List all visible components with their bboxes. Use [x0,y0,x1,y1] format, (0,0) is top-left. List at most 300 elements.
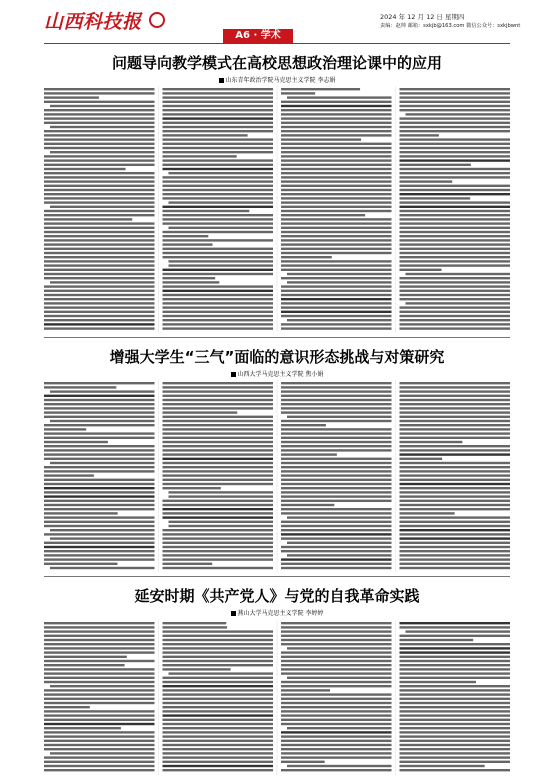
body-text-line [281,252,392,254]
body-text-line [281,525,392,527]
body-text-line [163,428,274,430]
body-text-line [163,311,274,313]
body-text-line [163,323,274,325]
body-text-line [44,294,155,296]
body-text-line [400,491,511,493]
body-text-line [163,504,274,506]
body-text-line [44,504,155,506]
body-text-line [163,727,274,729]
body-text-line [163,214,274,216]
body-text-line [281,483,392,485]
body-text-line [400,239,511,241]
body-text-line [281,222,392,224]
body-text-line [400,143,511,145]
body-text-line [44,411,155,413]
body-text-line [44,533,155,535]
body-text-line [44,306,155,308]
body-text-line [163,315,274,317]
body-text-line [44,550,155,552]
body-text-line [281,479,392,481]
body-text-line [163,407,274,409]
body-text-line [287,96,392,98]
body-text-line [163,479,274,481]
body-text-line [163,176,274,178]
body-text-line [281,702,392,704]
body-text-line [44,706,90,708]
body-text-line [44,185,155,187]
article-1-byline [44,75,510,84]
body-text-line [281,449,392,451]
body-text-line [281,302,392,304]
body-text-line [163,622,227,624]
body-text-line [281,508,392,510]
body-text-line [281,537,392,539]
body-text-line [44,113,155,115]
body-text-line [163,508,274,510]
body-text-line [44,424,155,426]
body-text-line [400,622,511,624]
body-text-line [44,395,155,397]
body-text-line [400,719,511,721]
body-text-line [44,516,155,518]
body-text-line [281,622,392,624]
body-text-line [400,723,511,725]
body-text-line [400,479,511,481]
body-text-line [400,651,511,653]
body-text-line [163,765,274,767]
body-text-line [281,441,392,443]
body-text-line [287,647,392,649]
body-text-line [163,294,274,296]
body-text-line [400,214,511,216]
body-text-line [44,470,155,472]
body-text-line [163,239,274,241]
body-text-line [281,298,392,300]
body-text-line [169,521,274,523]
body-text-line [287,416,392,418]
body-text-line [163,155,237,157]
body-text-line [44,664,125,666]
body-text-line [44,243,155,245]
body-text-line [281,744,392,746]
body-text-line [281,769,392,771]
body-text-line [44,256,155,258]
body-text-line [281,656,392,658]
body-text-line [400,550,511,552]
body-text-line [281,315,392,317]
body-text-line [169,201,274,203]
body-text-line [44,441,108,443]
body-text-line [281,138,361,140]
body-text-line [163,458,274,460]
body-text-line [400,285,511,287]
body-text-line [281,428,392,430]
body-text-line [163,698,274,700]
edition-label: A6 · 学术 [223,29,293,43]
body-text-line [44,512,118,514]
editor-contact: 责编：赵帅 邮箱：sxkjb@163.com 微信公众号：sxkjbwnt [380,23,521,29]
body-text-line [169,491,274,493]
body-text-line [44,176,155,178]
body-text-line [44,88,155,90]
body-text-line [163,189,274,191]
body-text-line [400,554,511,556]
body-text-line [400,117,511,119]
body-text-line [281,495,392,497]
body-text-line [400,508,511,510]
body-text-line [400,441,463,443]
body-text-line [44,487,155,489]
body-text-line [163,685,274,687]
body-text-line [400,294,511,296]
body-text-line [400,164,471,166]
header-rule [44,43,510,44]
body-text-line [281,466,392,468]
body-text-line [44,689,155,691]
body-text-line [400,256,511,258]
body-text-line [163,689,274,691]
body-text-line [281,752,392,754]
body-text-line [163,546,274,548]
body-text-line [400,122,511,124]
body-text-line [400,96,511,98]
body-text-line [400,206,511,208]
body-text-line [400,403,511,405]
body-text-line [44,672,155,674]
body-text-line [281,458,392,460]
body-text-line [400,558,511,560]
body-text-line [163,411,238,413]
body-text-line [163,441,274,443]
body-text-line [281,487,392,489]
body-text-line [281,155,392,157]
body-text-line [400,495,511,497]
body-text-line [50,126,155,128]
body-text-line [163,130,274,132]
body-text-line [400,399,511,401]
body-text-line [281,630,392,632]
body-text-line [163,231,274,233]
body-text-line [281,399,392,401]
body-text-line [281,470,392,472]
body-text-line [400,453,511,455]
body-text-line [163,487,221,489]
body-text-line [400,660,511,662]
body-text-line [163,218,274,220]
body-text-line [163,693,274,695]
body-text-line [281,685,392,687]
body-text-line [281,719,392,721]
body-text-line [163,143,274,145]
body-text-line [44,252,155,254]
body-text-line [400,567,511,569]
body-text-line [169,172,274,174]
body-text-line [163,702,274,704]
body-text-line [281,689,330,691]
body-text-line [44,155,155,157]
article-3-byline-text: 燕山大学马克思主义学院 李婷婷 [237,610,324,617]
body-text-line [281,533,392,535]
body-text-line [163,668,231,670]
body-text-line [44,651,155,653]
body-text-line [44,698,155,700]
body-text-line [400,470,511,472]
body-text-line [163,298,274,300]
body-text-line [163,134,248,136]
body-text-line [163,180,274,182]
body-text-line [281,206,392,208]
body-text-line [163,761,274,763]
body-text-line [281,214,365,216]
body-text-line [163,382,274,384]
body-text-line [400,92,511,94]
issue-date: 2024 年 12 月 12 日 星期四 [380,13,465,21]
body-text-line [400,731,511,733]
body-text-line [400,298,511,300]
body-text-line [400,101,511,103]
body-text-line [163,626,228,628]
body-text-line [44,668,155,670]
body-text-line [400,243,511,245]
newspaper-masthead: 山西科技报 [44,11,142,33]
article-1-body [44,86,510,332]
body-text-line [163,390,274,392]
body-text-line [400,269,442,271]
body-text-line [163,113,274,115]
body-text-line [400,248,511,250]
body-text-line [163,723,274,725]
body-text-line [163,319,274,321]
body-text-line [163,285,274,287]
body-text-line [281,660,392,662]
body-text-line [50,685,155,687]
body-text-line [400,395,511,397]
body-text-line [281,256,332,258]
body-text-line [44,521,155,523]
body-text-line [44,407,155,409]
body-text-line [50,529,155,531]
body-text-line [281,243,392,245]
body-text-line [50,752,155,754]
body-text-line [281,639,392,641]
body-text-line [44,761,155,763]
body-text-line [400,432,511,434]
body-text-line [281,239,392,241]
body-text-line [44,483,155,485]
body-text-line [44,298,155,300]
body-text-line [281,193,392,195]
body-text-line [400,210,511,212]
body-text-line [44,101,155,103]
body-text-line [400,227,511,229]
body-text-line [163,483,274,485]
body-text-line [400,664,511,666]
body-text-line [400,315,511,317]
body-text-line [400,264,511,266]
body-text-line [163,516,274,518]
body-text-line [281,550,392,552]
body-text-line [281,101,392,103]
body-text-line [281,411,392,413]
body-text-line [281,227,392,229]
body-text-line [163,109,274,111]
body-text-line [163,740,274,742]
body-text-line [400,231,511,233]
body-text-line [400,159,511,161]
body-text-line [287,281,392,283]
body-text-line [44,302,155,304]
body-text-line [44,210,155,212]
body-text-line [400,180,453,182]
body-text-line [44,399,155,401]
body-text-line [281,567,392,569]
body-text-line [281,420,392,422]
body-text-line [281,269,392,271]
body-text-line [400,710,511,712]
body-text-line [400,193,511,195]
body-text-line [163,748,274,750]
body-text-line [400,222,511,224]
body-text-line [163,399,274,401]
body-text-line [287,765,392,767]
body-text-line [44,495,155,497]
body-text-line [44,231,155,233]
body-text-line [400,685,511,687]
body-text-line [44,731,155,733]
body-text-line [44,466,155,468]
body-text-line [163,302,274,304]
body-text-line [163,306,274,308]
body-text-line [281,185,392,187]
body-text-line [400,327,511,329]
body-text-line [281,109,392,111]
body-text-line [44,143,155,145]
body-text-line [400,424,511,426]
body-text-line [169,227,274,229]
body-text-line [400,756,511,758]
body-text-line [400,235,511,237]
body-text-line [163,403,274,405]
body-text-line [400,752,511,754]
body-text-line [163,681,274,683]
body-text-line [281,277,392,279]
body-text-line [400,626,511,628]
body-text-line [400,740,511,742]
body-text-line [163,197,274,199]
body-text-line [163,643,274,645]
body-text-line [163,542,274,544]
body-text-line [400,735,511,737]
body-text-line [281,201,392,203]
body-text-line [163,639,274,641]
body-text-line [400,185,511,187]
body-text-line [281,147,392,149]
body-text-line [400,744,511,746]
body-text-line [163,243,213,245]
body-text-line [281,437,392,439]
body-text-line [163,706,274,708]
body-text-line [44,437,155,439]
body-text-line [406,630,511,632]
body-text-line [163,537,274,539]
body-text-line [281,756,392,758]
body-text-line [281,761,325,763]
body-text-line [44,677,155,679]
body-text-line [163,168,274,170]
body-text-line [50,420,155,422]
body-text-line [44,428,86,430]
body-text-line [281,706,392,708]
article-divider [44,576,510,577]
body-text-line [400,487,511,489]
body-text-line [400,769,511,771]
body-text-line [44,681,155,683]
body-text-line [406,113,511,115]
body-text-line [44,386,116,388]
body-text-line [44,453,155,455]
body-text-line [163,138,274,140]
body-text-line [169,525,274,527]
body-text-line [44,525,155,527]
body-text-line [281,500,392,502]
body-text-line [163,222,274,224]
body-text-line [400,537,511,539]
body-text-line [281,176,392,178]
body-text-line [163,290,274,292]
body-text-line [400,693,511,695]
body-text-line [163,327,274,329]
body-text-line [287,677,392,679]
body-text-line [281,748,392,750]
body-text-line [44,626,155,628]
body-text-line [400,525,511,527]
body-text-line [163,269,274,271]
body-text-line [287,319,392,321]
body-text-line [50,537,155,539]
body-text-line [169,260,274,262]
body-text-line [281,693,392,695]
body-text-line [163,147,274,149]
body-text-line [281,462,392,464]
body-text-line [400,105,511,107]
body-text-line [163,533,274,535]
body-text-line [163,735,274,737]
body-text-line [44,96,99,98]
body-text-line [163,630,274,632]
body-text-line [44,248,155,250]
body-text-line [50,390,155,392]
body-text-line [163,117,274,119]
body-text-line [50,281,155,283]
body-text-line [281,113,392,115]
body-text-line [44,508,155,510]
body-text-line [163,656,274,658]
body-text-line [44,277,155,279]
body-text-line [44,382,155,384]
body-text-line [281,395,392,397]
body-text-line [400,134,439,136]
body-text-line [281,159,392,161]
body-text-line [400,563,511,565]
body-text-line [400,109,511,111]
body-text-line [281,130,392,132]
body-text-line [281,474,392,476]
body-text-line [44,109,155,111]
body-text-line [400,533,511,535]
body-text-line [44,138,155,140]
body-text-line [281,390,392,392]
body-text-line [169,495,274,497]
